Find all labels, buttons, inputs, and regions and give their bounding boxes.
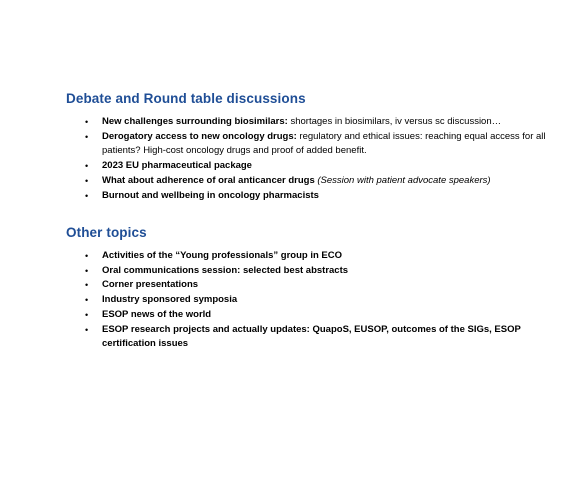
bullet-icon: • — [85, 175, 89, 186]
list-item — [85, 159, 566, 174]
item-title: Derogatory access to new oncology drugs: — [102, 130, 297, 142]
list-item — [85, 308, 566, 323]
list-item — [85, 130, 566, 159]
item-description: regulatory and ethical issues: reaching equal access for all patients? High-cost oncology drugs and proof of added benefit. — [102, 130, 546, 157]
item-title: What about adherence of oral anticancer drugs — [102, 174, 315, 186]
debate-topic-list — [66, 115, 566, 203]
bullet-icon: • — [85, 117, 89, 127]
item-title: New challenges surrounding biosimilars: — [102, 116, 288, 127]
bullet-icon: • — [85, 295, 89, 306]
list-item — [85, 174, 566, 189]
list-item — [85, 293, 566, 308]
item-title: Industry sponsored symposia — [102, 294, 238, 306]
item-title: 2023 EU pharmaceutical package — [102, 160, 252, 172]
bullet-icon: • — [85, 251, 89, 261]
other-topics-section — [66, 224, 566, 352]
debate-section — [66, 90, 566, 203]
other-topic-list — [66, 249, 566, 352]
item-title: ESOP news of the world — [102, 308, 212, 320]
section-heading-other: Other topics — [66, 225, 147, 240]
bullet-icon: • — [85, 324, 89, 335]
item-note: (Session with patient advocate speakers) — [314, 174, 491, 186]
bullet-icon: • — [85, 309, 89, 320]
item-title: Burnout and wellbeing in oncology pharmacists — [102, 189, 319, 201]
list-item — [85, 323, 566, 352]
list-item — [85, 264, 566, 279]
item-description: shortages in biosimilars, iv versus sc discussion… — [287, 116, 502, 127]
list-item — [85, 249, 566, 264]
bullet-icon: • — [85, 161, 89, 172]
list-item — [85, 278, 566, 293]
item-title: ESOP research projects and actually updates: QuapoS, EUSOP, outcomes of the SIGs, ESOP certification issues — [102, 323, 521, 350]
bullet-icon: • — [85, 190, 89, 201]
item-title: Activities of the “Young professionals” group in ECO — [102, 250, 342, 261]
item-title: Corner presentations — [102, 279, 199, 291]
bullet-icon: • — [85, 131, 89, 142]
bullet-icon: • — [85, 280, 89, 291]
bullet-icon: • — [85, 265, 89, 276]
list-item — [85, 189, 566, 204]
section-heading-debate: Debate and Round table discussions — [66, 91, 306, 106]
item-title: Oral communications session: selected best abstracts — [102, 264, 349, 276]
list-item — [85, 115, 566, 130]
